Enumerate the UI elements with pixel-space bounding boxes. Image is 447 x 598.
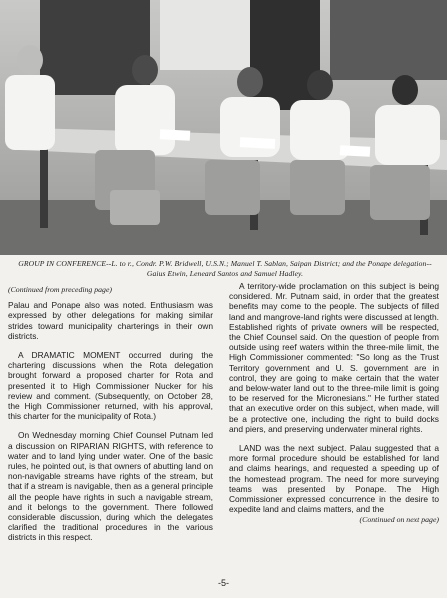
photo-caption: GROUP IN CONFERENCE--L. to r., Condr. P.W. Bridwell, U.S.N.; Manuel T. Sablan, Saipan District; and the Ponape delegation--Gaius Etwin, Leneard Santos and Samuel Hadley. <box>18 259 432 278</box>
photo-illustration <box>0 0 447 255</box>
paragraph: A DRAMATIC MOMENT occurred during the chartering discussions when the Rota delegation brought forward a proposed charter for Rota and presented it to High Commissioner Nucker for his review and comment. (Subsequently, on October 28, the High Commissioner returned, with his approval, this charter for the municipality of Rota.) <box>8 350 213 422</box>
paragraph: A territory-wide proclamation on this subject is being considered. Mr. Putnam said, in order that the greatest benefits may come to the people. The subjects of filled land and mangrove-land rights were discussed at length. Established rights of private owners will be respected, the Chief Counsel said. On the question of people from outside using reef waters within the three-mile limit, the High Commissioner commented: "So long as the Trust Territory government and U. S. government are in control, they are going to make certain that the water and below-water land out to the three-mile limit is going to be reserved for the Micronesians." He further stated that an executive order on this subject, when made, will be a protective one, including the right to build docks and piers, and preserving underwater mineral rights. <box>229 281 439 434</box>
paragraph: On Wednesday morning Chief Counsel Putnam led a discussion on RIPARIAN RIGHTS, with reference to water and to land lying under water. One of the basic rules, he pointed out, is that owners of abutting land on non-navigable streams have rights of the stream, but that if a stream is navigable, then as a general principle all the people have rights in such a navigable stream, and it belongs to the government. There followed considerable discussion, during which the delegates clarified the traditional procedures in the various districts in this respect. <box>8 430 213 543</box>
page-number: -5- <box>218 578 229 588</box>
continued-from-note: (Continued from preceding page) <box>8 285 113 294</box>
paragraph: LAND was the next subject. Palau suggested that a more formal procedure should be established for land and claims hearings, and requested a speeding up of the homestead program. The need for more surveying teams was presented by Ponape. The High Commissioner expressed concurrence in the desire to expedite land and claims matters, and the <box>229 443 439 515</box>
continued-on-note: (Continued on next page) <box>359 515 439 525</box>
left-column <box>8 285 213 552</box>
right-column <box>229 281 439 526</box>
paragraph: Palau and Ponape also was noted. Enthusiasm was expressed by other delegations for making similar strides toward municipality charterings in their own districts. <box>8 300 213 341</box>
conference-photo <box>0 0 447 255</box>
